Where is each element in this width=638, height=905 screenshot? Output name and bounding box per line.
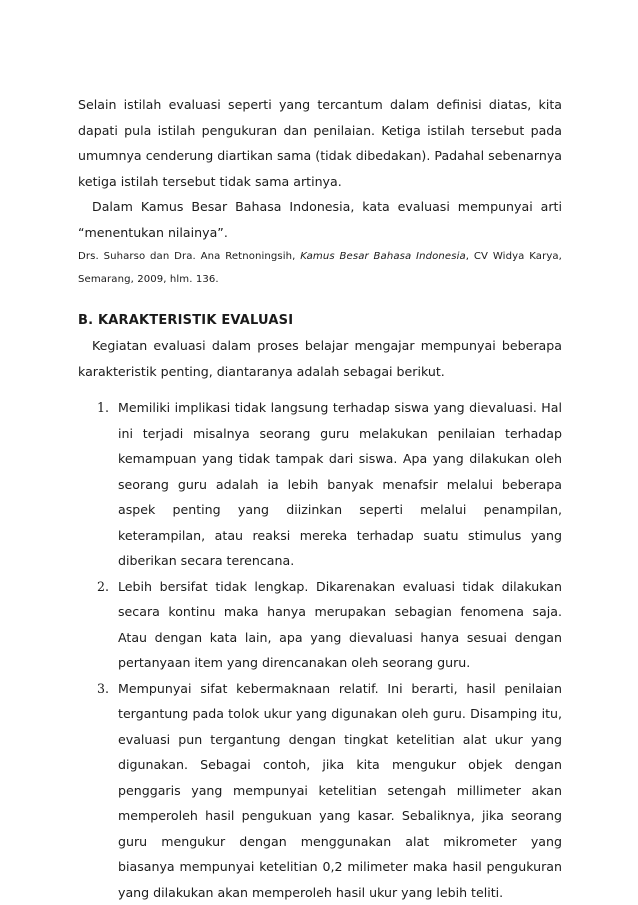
footnote: [78, 245, 562, 291]
list-item-number: 2.: [97, 574, 109, 600]
list-item: [78, 676, 562, 905]
list-item-text: Lebih bersifat tidak lengkap. Dikarenakan evaluasi tidak dilakukan secara kontinu maka hanya merupakan sebagian fenomena saja. Atau dengan kata lain, apa yang dievaluasi hanya sesuai dengan pertanyaan item yang direncanakan oleh seorang guru.: [118, 574, 562, 676]
kbbi-paragraph: Dalam Kamus Besar Bahasa Indonesia, kata evaluasi mempunyai arti “menentukan nilainya”.: [78, 194, 562, 245]
list-item-number: 3.: [97, 676, 109, 702]
footnote-authors: Drs. Suharso dan Dra. Ana Retnoningsih,: [78, 251, 300, 262]
list-item: [78, 395, 562, 574]
section-intro: Kegiatan evaluasi dalam proses belajar mengajar mempunyai beberapa karakteristik penting, diantaranya adalah sebagai berikut.: [78, 333, 562, 384]
footnote-book-title: Kamus Besar Bahasa Indonesia: [300, 251, 466, 262]
list-item: [78, 574, 562, 676]
list-item-text: Mempunyai sifat kebermaknaan relatif. Ini berarti, hasil penilaian tergantung pada tolok ukur yang digunakan oleh guru. Disamping itu, evaluasi pun tergantung dengan tingkat ketelitian alat ukur yang digunakan. Sebagai contoh, jika kita mengukur objek dengan penggaris yang mempunyai ketelitian setengah millimeter akan memperoleh hasil pengukuan yang kasar. Sebaliknya, jika seorang guru mengukur dengan menggunakan alat mikrometer yang biasanya mempunyai ketelitian 0,2 milimeter maka hasil pengukuran yang dilakukan akan memperoleh hasil ukur yang lebih teliti.: [118, 676, 562, 905]
list-item-number: 1.: [97, 395, 109, 421]
characteristics-list: [78, 395, 562, 905]
list-item-text: Memiliki implikasi tidak langsung terhadap siswa yang dievaluasi. Hal ini terjadi misalnya seorang guru melakukan penilaian terhadap kemampuan yang tidak tampak dari siswa. Apa yang dilakukan oleh seorang guru adalah ia lebih banyak menafsir melalui beberapa aspek penting yang diizinkan seperti melalui penampilan, keterampilan, atau reaksi mereka terhadap suatu stimulus yang diberikan secara terencana.: [118, 395, 562, 574]
section-heading: B. KARAKTERISTIK EVALUASI: [78, 311, 562, 331]
document-page: [78, 92, 562, 905]
intro-paragraph: Selain istilah evaluasi seperti yang tercantum dalam definisi diatas, kita dapati pula istilah pengukuran dan penilaian. Ketiga istilah tersebut pada umumnya cenderung diartikan sama (tidak dibedakan). Padahal sebenarnya ketiga istilah tersebut tidak sama artinya.: [78, 92, 562, 194]
footnote-publisher: , CV Widya Karya, Semarang, 2009, hlm. 136.: [78, 251, 562, 285]
